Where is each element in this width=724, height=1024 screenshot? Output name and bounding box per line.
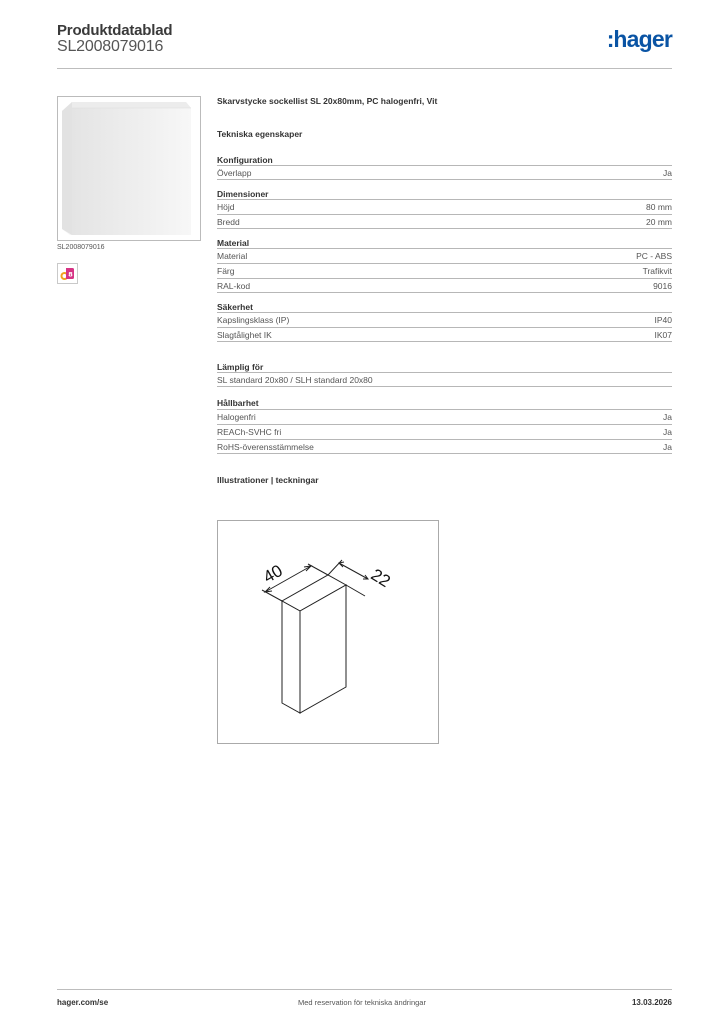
spec-value: 80 mm bbox=[646, 202, 672, 212]
spec-row bbox=[217, 165, 672, 180]
spec-row bbox=[217, 214, 672, 229]
dimension-width-label: 40 bbox=[259, 560, 286, 587]
spec-value: Ja bbox=[663, 168, 672, 178]
environmental-label-icon bbox=[57, 263, 78, 284]
spec-label: REACh-SVHC fri bbox=[217, 427, 282, 437]
spec-row bbox=[217, 439, 672, 454]
page-header bbox=[57, 22, 672, 70]
dimension-drawing bbox=[218, 521, 438, 743]
spec-value: IK07 bbox=[654, 330, 672, 340]
product-name: Skarvstycke sockellist SL 20x80mm, PC halogenfri, Vit bbox=[217, 96, 438, 106]
product-image bbox=[58, 97, 200, 240]
section-heading-material: Material bbox=[217, 238, 250, 248]
spec-value: PC - ABS bbox=[636, 251, 672, 261]
spec-value: IP40 bbox=[654, 315, 672, 325]
specs-heading: Tekniska egenskaper bbox=[217, 129, 303, 139]
spec-label: Slagtålighet IK bbox=[217, 330, 272, 340]
dimension-depth-label: 22 bbox=[367, 565, 394, 592]
section-heading-dimensioner: Dimensioner bbox=[217, 189, 269, 199]
spec-value: Ja bbox=[663, 427, 672, 437]
footer-divider bbox=[57, 989, 672, 990]
spec-label: Höjd bbox=[217, 202, 235, 212]
photo-caption: SL2008079016 bbox=[57, 244, 105, 251]
spec-value: 20 mm bbox=[646, 217, 672, 227]
section-heading-hallbarhet: Hållbarhet bbox=[217, 398, 259, 408]
spec-row bbox=[217, 327, 672, 342]
footer-disclaimer: Med reservation för tekniska ändringar bbox=[298, 998, 426, 1007]
spec-label: RAL-kod bbox=[217, 281, 251, 291]
spec-row bbox=[217, 409, 672, 424]
footer-date: 13.03.2026 bbox=[631, 998, 672, 1007]
product-photo bbox=[57, 96, 201, 241]
spec-row bbox=[217, 248, 672, 263]
spec-label: Halogenfri bbox=[217, 412, 256, 422]
spec-row bbox=[217, 278, 672, 293]
illustrations-heading: Illustrationer | teckningar bbox=[217, 475, 319, 485]
spec-label: Bredd bbox=[217, 217, 240, 227]
spec-value: Ja bbox=[663, 442, 672, 452]
header-divider bbox=[57, 68, 672, 69]
spec-row bbox=[217, 372, 672, 387]
document-title: Produktdatablad bbox=[57, 22, 173, 39]
spec-row bbox=[217, 424, 672, 439]
spec-label: Kapslingsklass (IP) bbox=[217, 315, 290, 325]
spec-label: RoHS-överensstämmelse bbox=[217, 442, 314, 452]
spec-row bbox=[217, 312, 672, 327]
specifications bbox=[217, 96, 672, 487]
hager-logo: :hager bbox=[606, 26, 672, 52]
logo-text: hager bbox=[613, 26, 672, 52]
spec-value: 9016 bbox=[653, 281, 672, 291]
spec-label: Material bbox=[217, 251, 248, 261]
section-heading-lamplig: Lämplig för bbox=[217, 362, 264, 372]
website-link[interactable]: hager.com/se bbox=[57, 998, 109, 1007]
section-heading-konfiguration: Konfiguration bbox=[217, 155, 273, 165]
spec-label: Färg bbox=[217, 266, 235, 276]
svg-text:8: 8 bbox=[68, 270, 73, 279]
spec-row bbox=[217, 263, 672, 278]
spec-value: Ja bbox=[663, 412, 672, 422]
section-heading-sakerhet: Säkerhet bbox=[217, 302, 253, 312]
spec-row bbox=[217, 199, 672, 214]
spec-label: Överlapp bbox=[217, 168, 252, 178]
technical-drawing bbox=[217, 520, 439, 744]
spec-value: Trafikvit bbox=[642, 266, 672, 276]
product-code: SL2008079016 bbox=[57, 38, 164, 55]
spec-label: SL standard 20x80 / SLH standard 20x80 bbox=[217, 375, 373, 385]
